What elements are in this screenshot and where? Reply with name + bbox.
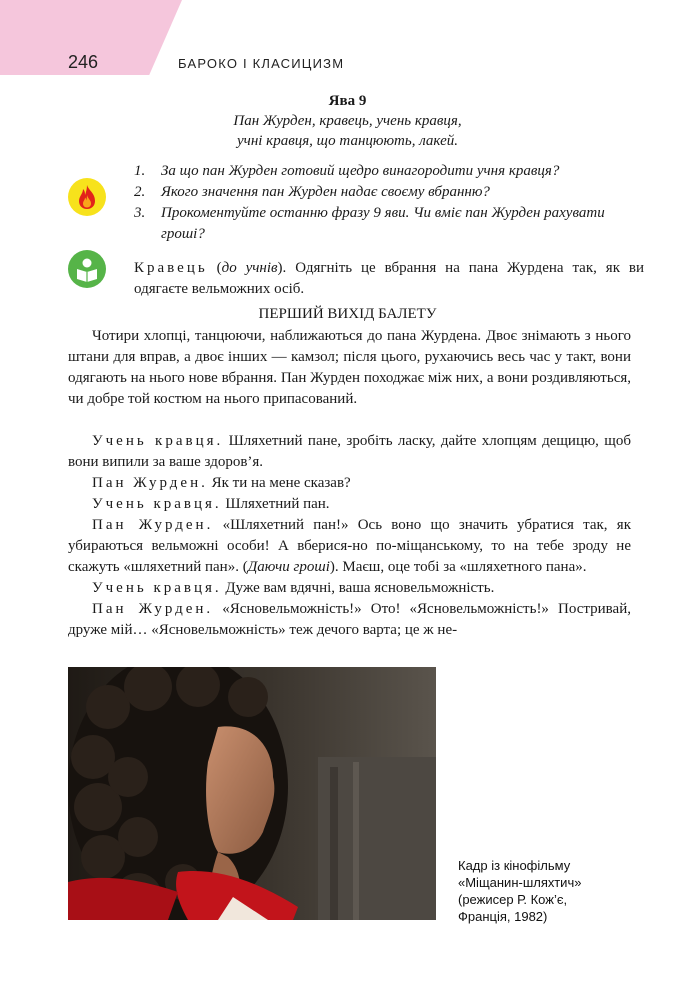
scene-heading [0,92,695,151]
page-number: 246 [68,52,99,72]
dialogue-line [68,494,631,515]
dialogue-line [68,599,631,641]
scene-persons-line: учні кравця, що танцюють, лакей. [237,133,458,149]
photo-caption [458,857,658,925]
caption-line: Кадр із кінофільму [458,858,571,873]
scene-title: Ява 9 [328,93,367,109]
question-text: За що пан Журден готовий щедро винагородити учня кравця? [161,163,560,179]
speaker-name: Пан Журден. [92,475,208,491]
caption-line: Франція, 1982) [458,909,548,924]
speech-text: Шляхетний пан. [221,496,330,512]
stage-direction: до учнів [221,260,278,276]
dialogue-line [68,578,631,599]
speaker-name: Пан Журден. [92,517,214,533]
speech-text: Одягніть це вбрання на пана Журдена так, як ви одягаєте вельможних осіб. [134,260,644,297]
speaker-name: Учень кравця. [92,580,222,596]
section-title: БАРОКО І КЛАСИЦИЗМ [178,56,345,71]
speaker-name: Кравець [134,260,208,276]
intro-paragraph [134,258,644,300]
list-item [134,182,644,203]
question-number: 2. [134,184,146,200]
question-number: 1. [134,163,146,179]
ballet-title: ПЕРШИЙ ВИХІД БАЛЕТУ [258,306,437,322]
dialogue-line [68,431,631,473]
question-text: Прокоментуйте останню фразу 9 яви. Чи вміє пан Журден рахувати гроші? [161,205,605,242]
reader-icon [68,250,106,288]
dialogue-line [68,515,631,578]
speaker-name: Учень кравця. [92,433,224,449]
dialogue-line [68,473,631,494]
ballet-paragraph [68,326,631,410]
caption-line: «Міщанин-шляхтич» [458,875,582,890]
question-number: 3. [134,205,146,221]
speech-text: «Шляхетний пан!» Ось воно що значить убратися так, як убираються вельможні особи! А вберися-но по-міщанському, то на тебе зроду не скажуть «шляхетний пан». ( [68,517,631,575]
scene-persons-line: Пан Журден, кравець, учень кравця, [233,113,462,129]
caption-line: (режисер Р. Кож’є, [458,892,568,907]
speech-text: «Ясновельможність!» Ото! «Ясновельможність!» Постривай, друже мій… «Ясновельможність» теж дечого варта; це ж не- [68,601,631,638]
punctuation: ). [277,260,287,276]
stage-direction: Даючи гроші [247,559,330,575]
speaker-name: Пан Журден. [92,601,214,617]
speaker-name: Учень кравця. [92,496,222,512]
fire-icon [68,178,106,216]
question-text: Якого значення пан Журден надає своєму вбранню? [161,184,490,200]
speech-text: Шляхетний пане, зробіть ласку, дайте хлопцям дещицю, щоб вони випили за ваше здоров’я. [68,433,631,470]
speech-text: Дуже вам вдячні, ваша ясновельможність. [221,580,495,596]
punctuation: ( [216,260,222,276]
list-item [134,203,644,245]
speech-text: ). Маєш, оце тобі за «шляхетного пана». [329,559,587,575]
question-list [134,161,644,245]
speech-text: Як ти на мене сказав? [207,475,351,491]
ballet-text: Чотири хлопці, танцюючи, наближаються до пана Журдена. Двоє знімають з нього штани для вправ, а двоє інших — камзол; після цього, рухаючись весь час у такт, вони одягають на нього нове вбрання. Пан Журден походжає між них, а вони роздивляються, чи добре той костюм на нього припасований. [68,328,631,407]
list-item [134,161,644,182]
dialogue [68,431,631,641]
film-still-photo [68,667,436,920]
